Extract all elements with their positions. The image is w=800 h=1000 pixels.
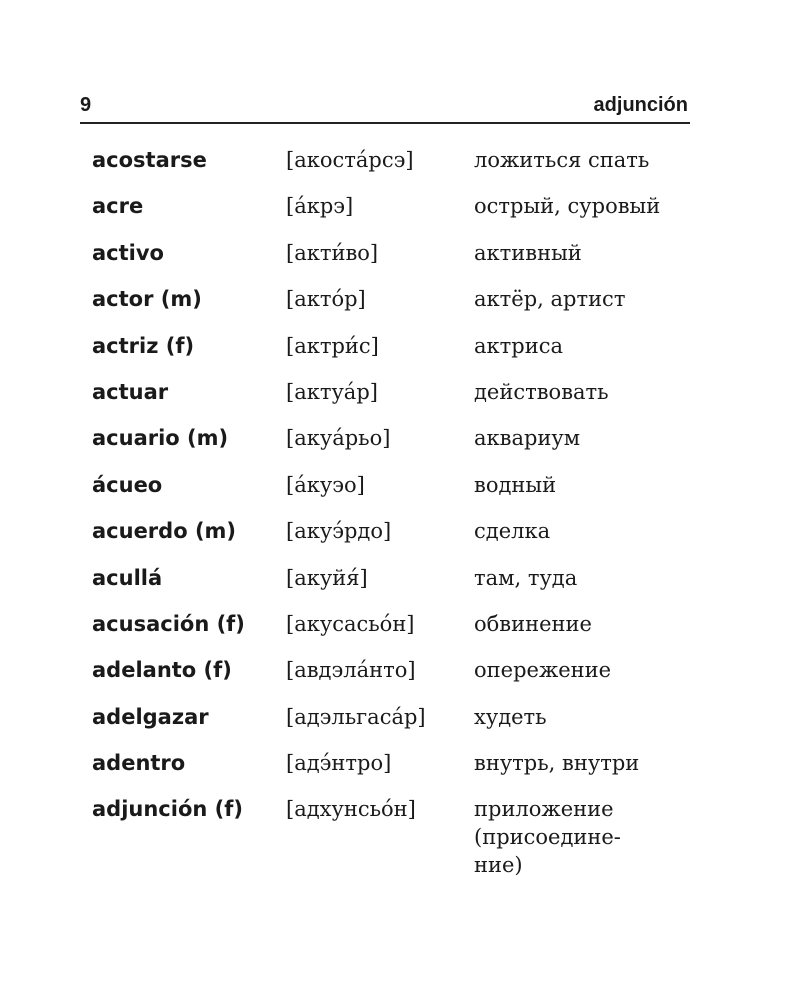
dictionary-entry (92, 517, 702, 563)
transcription: [акуа́рьо] (286, 426, 391, 451)
dictionary-entry (92, 471, 702, 517)
dictionary-entry (92, 146, 702, 192)
headword: actor (m) (92, 287, 202, 312)
translation (474, 749, 704, 777)
headword: adentro (92, 751, 186, 776)
translation-line: ложиться спать (474, 148, 650, 172)
headword: activo (92, 240, 164, 265)
transcription: [акусасьо́н] (286, 611, 415, 636)
translation (474, 471, 704, 499)
translation-line: опережение (474, 658, 612, 683)
headword: actriz (f) (92, 333, 195, 358)
headword: acostarse (92, 148, 207, 172)
translation-line: приложение (474, 797, 614, 822)
headword: ácueo (92, 472, 163, 497)
running-head: adjunción (593, 94, 688, 116)
translation-line: водный (474, 472, 557, 497)
dictionary-entry (92, 332, 702, 378)
translation-line: внутрь, внутри (474, 751, 640, 776)
translation (474, 795, 704, 879)
translation-line: (присоедине- (474, 825, 621, 850)
transcription: [акуэ́рдо] (286, 519, 392, 544)
dictionary-entry (92, 610, 702, 656)
transcription: [акто́р] (286, 287, 366, 312)
dictionary-entry (92, 795, 702, 878)
translation (474, 239, 704, 267)
dictionary-entry (92, 564, 702, 610)
translation (474, 703, 704, 731)
headword: acre (92, 194, 144, 219)
translation-line: аквариум (474, 426, 581, 451)
dictionary-entry (92, 192, 702, 238)
transcription: [а́куэо] (286, 472, 365, 497)
headword: acullá (92, 565, 163, 590)
dictionary-entry (92, 749, 702, 795)
translation (474, 610, 704, 638)
headword: adelgazar (92, 704, 209, 729)
transcription: [актуа́р] (286, 379, 378, 404)
headword: adelanto (f) (92, 658, 232, 683)
headword: actuar (92, 379, 169, 404)
transcription: [авдэла́нто] (286, 658, 416, 683)
translation-line: активный (474, 240, 582, 265)
page-header (80, 92, 690, 124)
translation-line: действовать (474, 379, 609, 404)
translation-line: там, туда (474, 565, 578, 590)
translation (474, 146, 704, 174)
translation-line: худеть (474, 704, 547, 729)
transcription: [акти́во] (286, 240, 379, 265)
translation-line: обвинение (474, 611, 592, 636)
translation (474, 285, 704, 313)
headword: acuerdo (m) (92, 519, 237, 544)
transcription: [акоста́рсэ] (286, 148, 414, 172)
dictionary-entry (92, 703, 702, 749)
dictionary-entry (92, 424, 702, 470)
translation (474, 564, 704, 592)
translation (474, 656, 704, 684)
transcription: [адэльгаса́р] (286, 704, 426, 729)
page-number: 9 (80, 94, 92, 116)
translation (474, 332, 704, 360)
dictionary-entry (92, 378, 702, 424)
translation (474, 378, 704, 406)
transcription: [а́крэ] (286, 194, 354, 219)
headword: adjunción (f) (92, 797, 243, 822)
translation (474, 517, 704, 545)
dictionary-entry (92, 239, 702, 285)
translation (474, 424, 704, 452)
headword: acuario (m) (92, 426, 229, 451)
dictionary-entry (92, 656, 702, 702)
translation-line: актриса (474, 333, 563, 358)
headword: acusación (f) (92, 611, 245, 636)
translation-line: ние) (474, 853, 523, 878)
translation (474, 192, 704, 220)
translation-line: сделка (474, 519, 551, 544)
transcription: [акуйя́] (286, 565, 368, 590)
dictionary-entry (92, 285, 702, 331)
dictionary-entries (92, 146, 702, 878)
translation-line: актёр, артист (474, 287, 626, 312)
translation-line: острый, суровый (474, 194, 661, 219)
transcription: [адэ́нтро] (286, 751, 392, 776)
transcription: [актри́с] (286, 333, 379, 358)
transcription: [адхунсьо́н] (286, 797, 416, 822)
